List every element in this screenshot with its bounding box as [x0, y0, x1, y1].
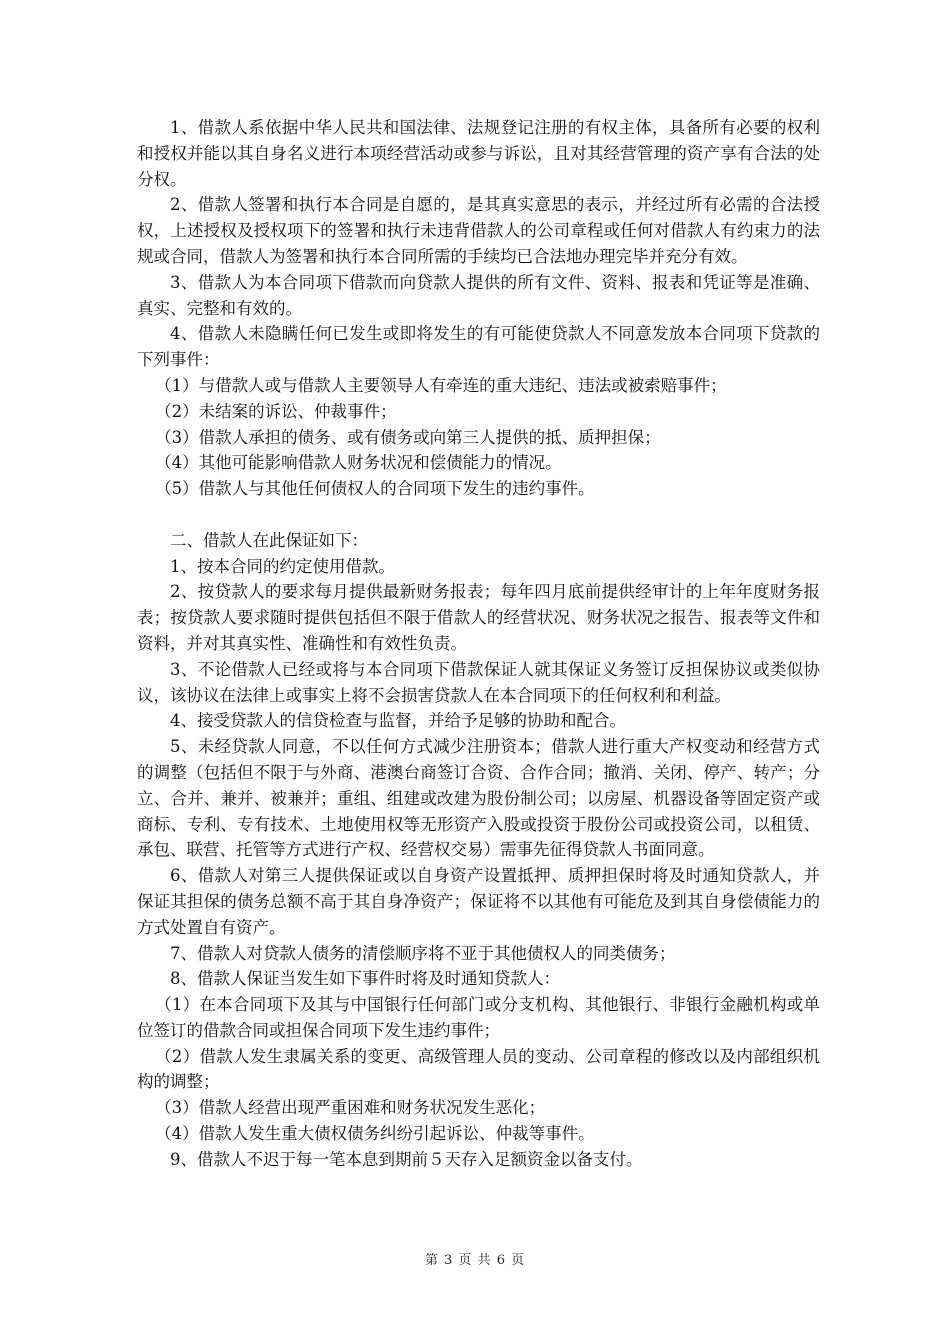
paragraph: 5、未经贷款人同意，不以任何方式减少注册资本；借款人进行重大产权变动和经营方式的调整（包括但不限于与外商、港澳台商签订合资、合作合同；撤消、关闭、停产、转产；分立、合并、兼并、被兼并；重组、组建或改建为股份制公司；以房屋、机器设备等固定资产或商标、专利、专有技术、土地使用权等无形资产入股或投资于股份公司或投资公司，以租赁、承包、联营、托管等方式进行产权、经营权交易）需事先征得贷款人书面同意。 — [137, 737, 820, 860]
list-item: （2）未结案的诉讼、仲裁事件； — [155, 401, 397, 421]
document-body — [137, 115, 820, 1173]
list-item: （5）借款人与其他任何债权人的合同项下发生的违约事件。 — [155, 479, 595, 499]
paragraph: 2、借款人签署和执行本合同是自愿的，是其真实意思的表示，并经过所有必需的合法授权，上述授权及授权项下的签署和执行未违背借款人的公司章程或任何对借款人有约束力的法规或合同，借款人为签署和执行本合同所需的手续均已合法地办理完毕并充分有效。 — [137, 195, 820, 266]
section-heading: 二、借款人在此保证如下： — [170, 530, 368, 550]
list-item: （4）借款人发生重大债权债务纠纷引起诉讼、仲裁等事件。 — [155, 1124, 595, 1144]
list-item: （4）其他可能影响借款人财务状况和偿债能力的情况。 — [155, 453, 562, 473]
list-item: （1）在本合同项下及其与中国银行任何部门或分支机构、其他银行、非银行金融机构或单位签订的借款合同或担保合同项下发生违约事件； — [137, 995, 820, 1040]
paragraph: 6、借款人对第三人提供保证或以自身资产设置抵押、质押担保时将及时通知贷款人，并保证其担保的债务总额不高于其自身净资产；保证将不以其他有可能危及到其自身偿债能力的方式处置自有资产。 — [137, 866, 820, 937]
paragraph: 2、按贷款人的要求每月提供最新财务报表；每年四月底前提供经审计的上年年度财务报表；按贷款人要求随时提供包括但不限于借款人的经营状况、财务状况之报告、报表等文件和资料，并对其真实性、准确性和有效性负责。 — [137, 582, 820, 653]
list-item: （1）与借款人或与借款人主要领导人有牵连的重大违纪、违法或被索赔事件； — [155, 375, 727, 395]
paragraph: 8、借款人保证当发生如下事件时将及时通知贷款人： — [170, 969, 560, 989]
paragraph: 1、借款人系依据中华人民共和国法律、法规登记注册的有权主体，具备所有必要的权利和授权并能以其自身名义进行本项经营活动或参与诉讼，且对其经营管理的资产享有合法的处分权。 — [137, 118, 820, 189]
list-item: （3）借款人经营出现严重困难和财务状况发生恶化； — [155, 1098, 546, 1118]
paragraph: 4、接受贷款人的信贷检查与监督，并给予足够的协助和配合。 — [170, 711, 626, 731]
blank-line — [137, 502, 820, 528]
paragraph: 7、借款人对贷款人债务的清偿顺序将不亚于其他债权人的同类债务； — [170, 943, 676, 963]
paragraph: 3、不论借款人已经或将与本合同项下借款保证人就其保证义务签订反担保协议或类似协议，该协议在法律上或事实上将不会损害贷款人在本合同项下的任何权利和利益。 — [137, 659, 820, 705]
paragraph: 4、借款人未隐瞒任何已发生或即将发生的有可能使贷款人不同意发放本合同项下贷款的下列事件： — [137, 324, 820, 370]
page-number-footer: 第 3 页 共 6 页 — [424, 1253, 526, 1268]
paragraph: 9、借款人不迟于每一笔本息到期前５天存入足额资金以备支付。 — [170, 1149, 643, 1169]
list-item: （3）借款人承担的债务、或有债务或向第三人提供的抵、质押担保； — [155, 427, 661, 447]
list-item: （2）借款人发生隶属关系的变更、高级管理人员的变动、公司章程的修改以及内部组织机构的调整； — [137, 1046, 820, 1092]
paragraph: 3、借款人为本合同项下借款而向贷款人提供的所有文件、资料、报表和凭证等是准确、真实、完整和有效的。 — [137, 272, 820, 318]
paragraph: 1、按本合同的约定使用借款。 — [170, 556, 395, 576]
